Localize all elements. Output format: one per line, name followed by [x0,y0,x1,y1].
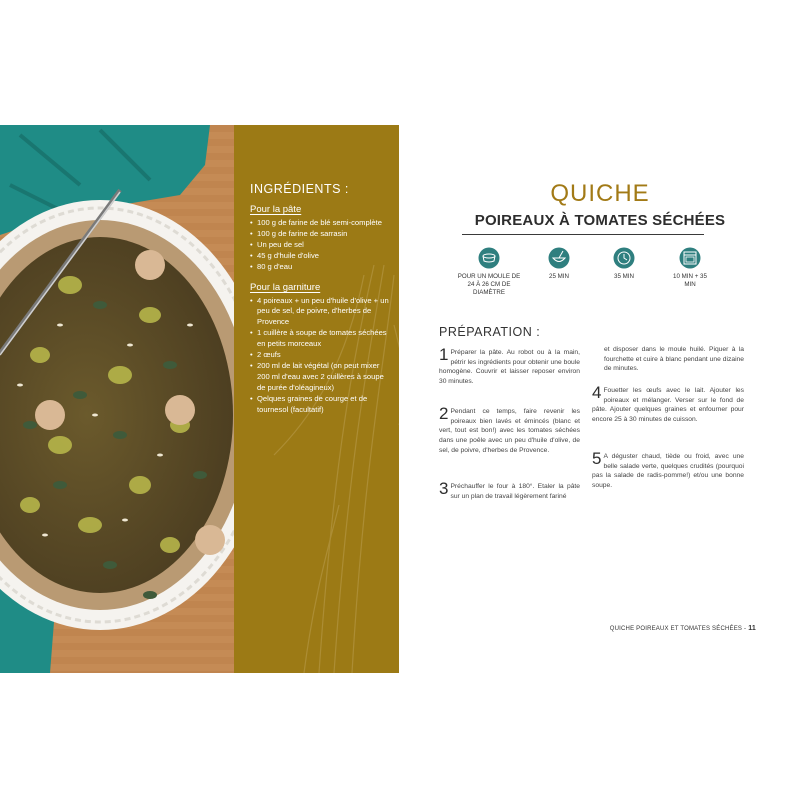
step-5 [592,449,744,491]
info-mold-label: POUR UN MOULE DE 24 À 26 CM DE DIAMÈTRE [457,273,521,296]
info-prep-time [527,247,591,281]
step-number: 4 [592,383,602,402]
page-number: 11 [748,625,756,632]
step-3-continued [604,345,744,374]
garniture-item: • 1 cuillère à soupe de tomates séchées en petits morceaux [250,328,390,350]
step-text: Pendant ce temps, faire revenir les poireaux bien lavés et émincés (blanc et vert, tout est bon!) avec les tomates séchées dans une poêle avec un peu d'huile d'olive, de sel, de poivre, d'herbes de Provence. [439,408,580,454]
oven-icon [679,247,701,269]
step-text: Préparer la pâte. Au robot ou à la main, pétrir les ingrédients pour obtenir une boule homogène. Couvrir et laisser reposer environ 30 minutes. [439,349,580,386]
garniture-item: • Qelques graines de courge et de tournesol (facultatif) [250,394,390,416]
garniture-list [250,296,390,416]
step-number: 5 [592,449,602,468]
step-number: 2 [439,404,449,423]
pate-item: • 100 g de farine de blé semi-complète [250,218,390,229]
tart-mold-icon [478,247,500,269]
mixing-bowl-icon [548,247,570,269]
pate-item: • Un peu de sel [250,240,390,251]
pate-item: • 100 g de farine de sarrasin [250,229,390,240]
garniture-heading: Pour la garniture [250,281,321,293]
step-3 [439,479,580,501]
title-main: QUICHE [550,180,650,207]
info-total-label: 35 MIN [614,273,634,280]
garniture-item: • 2 œufs [250,350,390,361]
footer-label: QUICHE POIREAUX ET TOMATES SÉCHÉES - [609,626,747,632]
ingredients-panel [234,125,399,673]
step-text: et disposer dans le moule huilé. Piquer à la fourchette et cuire à blanc pendant une dizaine de minutes. [604,346,744,373]
page-footer [610,625,756,632]
step-text: A déguster chaud, tiède ou froid, avec une belle salade verte, quelques crudités (pourquoi pas la salade de radis-pomme!) et/ou une bonne soupe. [592,453,744,490]
quiche-photo [0,125,234,673]
pate-list [250,218,390,273]
info-prep-label: 25 MIN [549,273,569,280]
step-number: 1 [439,345,449,364]
ingredients-heading: INGRÉDIENTS : [250,182,349,196]
title-sub: POIREAUX À TOMATES SÉCHÉES [474,212,726,229]
garniture-item: • 200 ml de lait végétal (on peut mixer 200 ml d'eau avec 2 cuillères à soupe de purée d'oléagineux) [250,361,390,394]
info-cook-time [658,247,722,289]
quiche-illustration [0,125,234,673]
step-1 [439,345,580,387]
title-divider [462,234,704,235]
step-text: Fouetter les œufs avec le lait. Ajouter les poireaux et mélanger. Verser sur le fond de pâte. Ajouter quelques graines et enfourner pour encore 25 à 30 minutes de cuisson. [592,387,744,424]
pate-heading: Pour la pâte [250,204,302,215]
step-2 [439,404,580,456]
preparation-heading: PRÉPARATION : [439,325,541,339]
pate-item: • 80 g d'eau [250,262,390,273]
ingredients-list [250,182,390,416]
step-4 [592,383,744,425]
step-number: 3 [439,479,449,498]
step-text: Préchauffer le four à 180°. Etaler la pâte sur un plan de travail légèrement fariné [450,483,580,500]
garniture-item: • 4 poireaux + un peu d'huile d'olive + un peu de sel, de poivre, d'herbes de Provence [250,296,390,329]
info-total-time [592,247,656,281]
pate-item: • 45 g d'huile d'olive [250,251,390,262]
info-cook-label: 10 MIN + 35 MIN [673,273,707,288]
clock-icon [613,247,635,269]
info-mold [457,247,521,296]
recipe-title [400,180,800,229]
